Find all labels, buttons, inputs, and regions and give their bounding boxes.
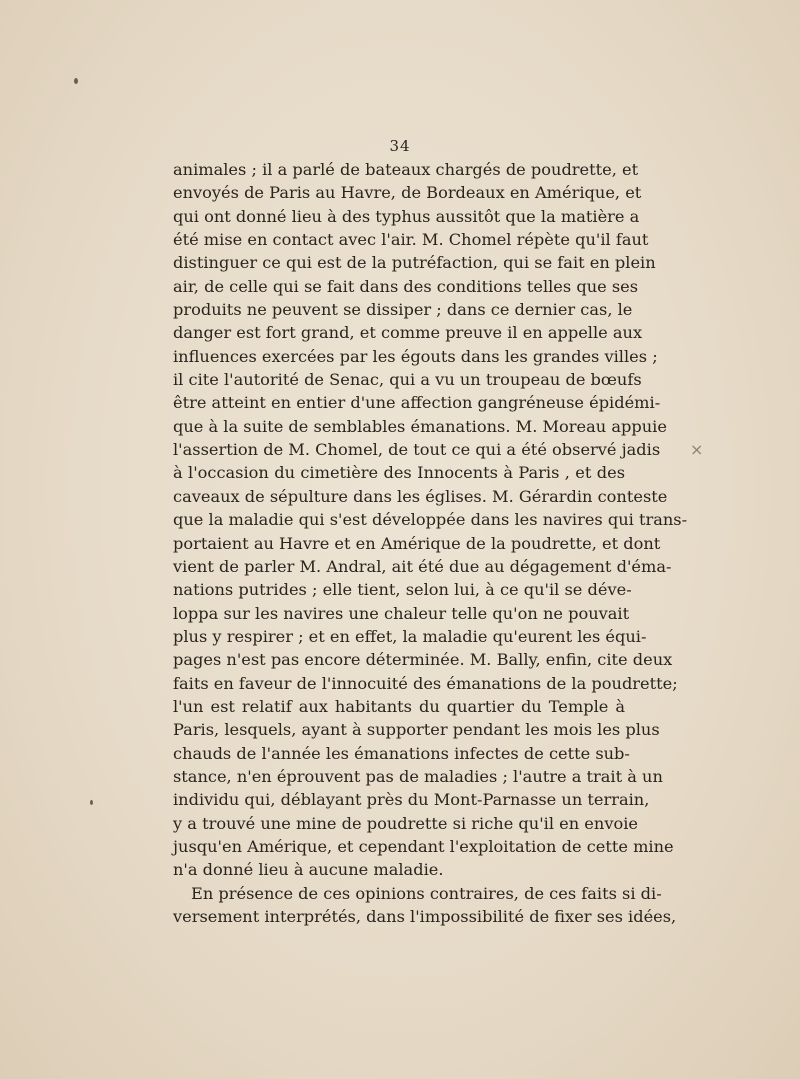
text-line: versement interprétés, dans l'impossibilité de fixer ses idées, <box>173 907 677 926</box>
text-line: pages n'est pas encore déterminée. M. Bally, enfin, cite deux <box>173 650 673 670</box>
text-line: jusqu'en Amérique, et cependant l'exploitation de cette mine <box>173 836 674 856</box>
text-line: loppa sur les navires une chaleur telle qu'on ne pouvait <box>173 603 630 623</box>
text-line: y a trouvé une mine de poudrette si riche qu'il en envoie <box>173 813 638 833</box>
text-line: que la maladie qui s'est développée dans les navires qui trans- <box>173 510 688 530</box>
text-line: distinguer ce qui est de la putréfaction, qui se fait en plein <box>173 253 656 273</box>
paper-speck <box>90 800 93 805</box>
text-line: n'a donné lieu à aucune maladie. <box>173 860 444 880</box>
text-line: vient de parler M. Andral, ait été due au dégagement d'éma- <box>173 556 672 576</box>
text-line: caveaux de sépulture dans les églises. M. Gérardin conteste <box>173 486 668 506</box>
text-line: envoyés de Paris au Havre, de Bordeaux en Amérique, et <box>173 183 642 203</box>
body-text <box>173 158 688 928</box>
text-line: plus y respirer ; et en effet, la maladie qu'eurent les équi- <box>173 626 647 646</box>
text-line: portaient au Havre et en Amérique de la poudrette, et dont <box>173 533 661 553</box>
text-line: Paris, lesquels, ayant à supporter pendant les mois les plus <box>173 720 660 740</box>
text-line: à l'occasion du cimetière des Innocents à Paris , et des <box>173 463 625 483</box>
text-line: air, de celle qui se fait dans des conditions telles que ses <box>173 276 639 296</box>
paper-speck <box>74 78 78 84</box>
text-line: danger est fort grand, et comme preuve il en appelle aux <box>173 323 643 343</box>
text-line: chauds de l'année les émanations infectes de cette sub- <box>173 743 630 763</box>
text-line: individu qui, déblayant près du Mont-Parnasse un terrain, <box>173 790 650 810</box>
page-number: 34 <box>389 137 411 155</box>
text-line: être atteint en entier d'une affection gangréneuse épidémi- <box>173 393 661 413</box>
text-line: qui ont donné lieu à des typhus aussitôt que la matière a <box>173 206 640 226</box>
margin-cross-mark: × <box>690 440 704 459</box>
text-line: En présence de ces opinions contraires, de ces faits si di- <box>191 883 662 903</box>
text-line: produits ne peuvent se dissiper ; dans ce dernier cas, le <box>173 300 633 320</box>
text-line: il cite l'autorité de Senac, qui a vu un troupeau de bœufs <box>173 370 642 390</box>
text-line: influences exercées par les égouts dans les grandes villes ; <box>173 346 658 366</box>
text-line: l'assertion de M. Chomel, de tout ce qui a été observé jadis <box>173 440 661 460</box>
text-line: l'un est relatif aux habitants du quartier du Temple à <box>173 696 625 716</box>
text-line: nations putrides ; elle tient, selon lui, à ce qu'il se déve- <box>173 580 632 600</box>
text-line: stance, n'en éprouvent pas de maladies ; l'autre a trait à un <box>173 766 663 786</box>
text-line: que à la suite de semblables émanations. M. Moreau appuie <box>173 416 667 436</box>
text-line: animales ; il a parlé de bateaux chargés de poudrette, et <box>173 160 639 179</box>
text-line: été mise en contact avec l'air. M. Chomel répète qu'il faut <box>173 230 649 250</box>
text-line: faits en faveur de l'innocuité des émanations de la poudrette; <box>173 673 678 693</box>
